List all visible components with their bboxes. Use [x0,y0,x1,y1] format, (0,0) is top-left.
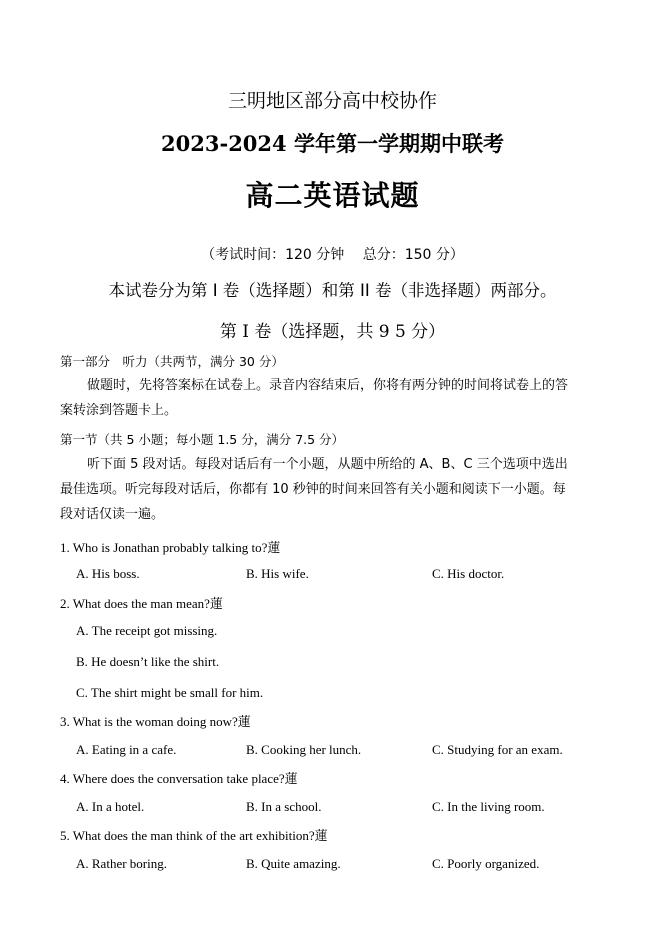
question-stem: 3. What is the woman doing now?蓮 [60,714,251,729]
option-a: A. In a hotel. [76,799,145,814]
question-stem: 1. Who is Jonathan probably talking to?蓮 [60,540,281,555]
option-b: B. He doesn’t like the shirt. [76,654,220,669]
exam-term-line: 2023-2024 学年第一学期期中联考 [161,131,504,156]
option-c: C. In the living room. [432,799,545,814]
option-b: B. In a school. [246,799,322,814]
option-a: A. His boss. [76,566,140,581]
part1-heading: 第一部分 听力（共两节，满分 30 分） [60,354,284,369]
exam-structure-note: 本试卷分为第 I 卷（选择题）和第 II 卷（非选择题）两部分。 [108,281,557,300]
question-stem: 4. Where does the conversation take place?蓮 [60,771,298,786]
option-b: B. Quite amazing. [246,856,341,871]
volume-heading: 第 I 卷（选择题，共 9 5 分） [219,322,446,342]
option-c: C. Poorly organized. [432,856,540,871]
question-stem: 5. What does the man think of the art exhibition?蓮 [60,828,328,843]
instruction-line: 最佳选项。听完每段对话后，你都有 10 秒钟的时间来回答有关小题和阅读下一小题。每 [60,482,566,497]
intro-line: 做题时，先将答案标在试卷上。录音内容结束后，你将有两分钟的时间将试卷上的答 [87,378,569,393]
exam-time-score: （考试时间：120 分钟 总分：150 分） [201,247,464,263]
instruction-line: 段对话仅读一遍。 [60,507,165,522]
option-a: A. Eating in a cafe. [76,742,177,757]
instruction-line: 听下面 5 段对话。每段对话后有一个小题，从题中所给的 A、B、C 三个选项中选出 [87,457,568,472]
option-c: C. Studying for an exam. [432,742,563,757]
option-a: A. Rather boring. [76,856,167,871]
exam-title: 高二英语试题 [245,179,420,212]
option-a: A. The receipt got missing. [76,623,218,638]
question-stem: 2. What does the man mean?蓮 [60,596,223,611]
section1-heading: 第一节（共 5 小题；每小题 1.5 分，满分 7.5 分） [60,432,345,447]
option-c: C. The shirt might be small for him. [76,685,264,700]
school-alliance-line: 三明地区部分高中校协作 [227,90,437,112]
intro-line: 案转涂到答题卡上。 [60,403,178,418]
option-b: B. His wife. [246,566,309,581]
option-c: C. His doctor. [432,566,505,581]
option-b: B. Cooking her lunch. [246,742,362,757]
section1-instructions [60,452,608,527]
part1-intro [60,373,608,423]
